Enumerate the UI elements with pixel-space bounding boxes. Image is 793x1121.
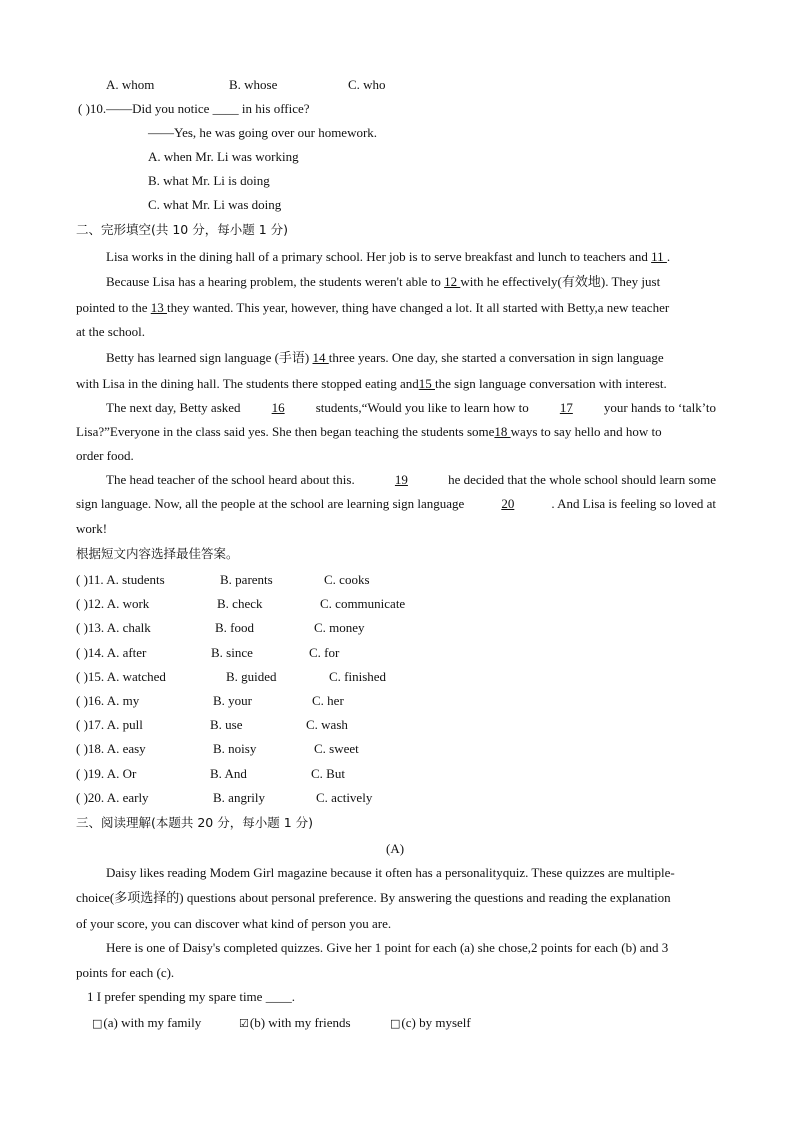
cloze-item-option-c[interactable]: C. her [312,693,344,708]
q9-option-c: C. who [348,77,386,92]
cloze-item-option-b[interactable]: B. check [217,596,263,612]
blank-12: 12 [444,274,461,289]
cloze-item-option-c[interactable]: C. sweet [314,741,359,757]
cloze-item-option-a[interactable]: ( )16. A. my [76,693,140,708]
reading-p1-line1: Daisy likes reading Modem Girl magazine because it often has a personalityquiz. These quizzes are multiple- [106,865,675,880]
cloze-p3-line3: order food. [76,448,134,463]
cloze-p3-line1: The next day, Betty asked 16 students,“Would you like to learn how to 17 your hands to ‘talk’to [106,400,716,415]
cloze-item-option-a[interactable]: ( )19. A. Or [76,765,137,781]
blank-14: 14 [312,350,329,365]
reading-p2-line2: points for each (c). [76,965,175,980]
cloze-item-option-b[interactable]: B. noisy [213,741,257,757]
reading-p2-line1: Here is one of Daisy's completed quizzes. Give her 1 point for each (a) she chose,2 points for each (b) and 3 [106,940,669,955]
q10-option-c: C. what Mr. Li was doing [148,197,282,212]
cloze-p2-line1: Betty has learned sign language (手语) 14 three years. One day, she started a conversation in sign language [106,350,664,365]
blank-18: 18 [494,424,511,439]
cloze-item-option-c[interactable]: C. cooks [324,572,370,587]
cloze-p4-line3: work! [76,521,108,536]
cloze-item-option-c[interactable]: C. for [309,644,340,660]
blank-15: 15 [418,376,435,391]
q10-option-a: A. when Mr. Li was working [148,149,299,164]
blank-16: 16 [271,400,285,415]
q9-option-b: B. whose [229,77,278,92]
reading-p1-line3: of your score, you can discover what kind of person you are. [76,916,392,931]
cloze-item-option-c[interactable]: C. finished [329,668,387,684]
reading-p1-line2: choice(多项选择的) questions about personal preference. By answering the questions and reading the explanation [76,890,671,905]
blank-13: 13 [150,300,167,315]
cloze-p4-line1: The head teacher of the school heard about this. 19 he decided that the whole school should learn some [106,472,716,487]
cloze-p1-line2: Because Lisa has a hearing problem, the students weren't able to 12 with he effectively(有效地). They just [106,274,661,289]
section2-heading: 二、完形填空(共 10 分，每小题 1 分) [76,222,289,237]
blank-17: 17 [559,400,573,415]
cloze-p1-line3: pointed to the 13 they wanted. This year, however, thing have changed a lot. It all started with Betty,a new teacher [76,300,670,315]
cloze-item-option-b[interactable]: B. since [211,644,253,660]
cloze-item-option-b[interactable]: B. use [210,717,243,733]
cloze-item-option-b[interactable]: B. parents [220,572,273,587]
cloze-item-option-a[interactable]: ( )15. A. watched [76,668,166,684]
section3-heading: 三、阅读理解(本题共 20 分，每小题 1 分) [76,815,314,830]
cloze-p1-line1: Lisa works in the dining hall of a primary school. Her job is to serve breakfast and lunch to teachers and 11 . [106,249,671,264]
q10-option-b: B. what Mr. Li is doing [148,173,270,188]
quiz-question-1: 1 I prefer spending my spare time ____. [87,989,295,1004]
cloze-item-option-c[interactable]: C. wash [306,717,348,733]
cloze-item-option-b[interactable]: B. angrily [213,789,265,805]
cloze-item-option-a[interactable]: ( )20. A. early [76,789,149,805]
checked-checkbox-icon[interactable]: ☑ [239,1017,249,1030]
cloze-item-option-a[interactable]: ( )18. A. easy [76,741,146,757]
cloze-item-option-c[interactable]: C. actively [316,789,373,805]
cloze-item-option-a[interactable]: ( )14. A. after [76,644,147,660]
checkbox-icon[interactable]: □ [92,1017,103,1030]
checkbox-icon[interactable]: □ [390,1017,401,1030]
q10-stem: ( )10.——Did you notice ____ in his office? [78,101,310,116]
cloze-item-option-b[interactable]: B. food [215,620,254,636]
q9-option-a: A. whom [106,77,155,92]
cloze-item-option-a[interactable]: ( )12. A. work [76,596,150,612]
cloze-item-option-a[interactable]: ( )17. A. pull [76,717,143,733]
cloze-item-option-a[interactable]: ( )13. A. chalk [76,620,151,636]
blank-20: 20 [501,496,515,511]
q10-reply: ——Yes, he was going over our homework. [148,125,378,140]
quiz-option-b[interactable]: ☑(b) with my friends [239,1015,351,1030]
cloze-item-option-b[interactable]: B. your [213,693,252,708]
cloze-item-option-c[interactable]: C. communicate [320,596,406,612]
blank-19: 19 [394,472,408,487]
cloze-item-option-c[interactable]: C. money [314,620,365,636]
cloze-item-option-b[interactable]: B. And [210,765,247,781]
quiz-option-c[interactable]: □(c) by myself [390,1015,471,1030]
cloze-item-option-a[interactable]: ( )11. A. students [76,572,165,587]
cloze-item-option-b[interactable]: B. guided [226,668,277,684]
cloze-p4-line2: sign language. Now, all the people at the school are learning sign language 20 . And Lisa is feeling so loved at [76,496,716,511]
quiz-option-a[interactable]: □(a) with my family [92,1015,202,1030]
cloze-item-option-c[interactable]: C. But [311,765,345,781]
cloze-p2-line2: with Lisa in the dining hall. The students there stopped eating and15 the sign language conversation with interest. [76,376,667,391]
blank-11: 11 [651,249,667,264]
cloze-p3-line2: Lisa?”Everyone in the class said yes. She then began teaching the students some18 ways to say hello and how to [76,424,662,439]
passage-a-label: (A) [386,841,405,856]
cloze-instruction: 根据短文内容选择最佳答案。 [76,546,239,561]
cloze-p1-line4: at the school. [76,324,145,339]
